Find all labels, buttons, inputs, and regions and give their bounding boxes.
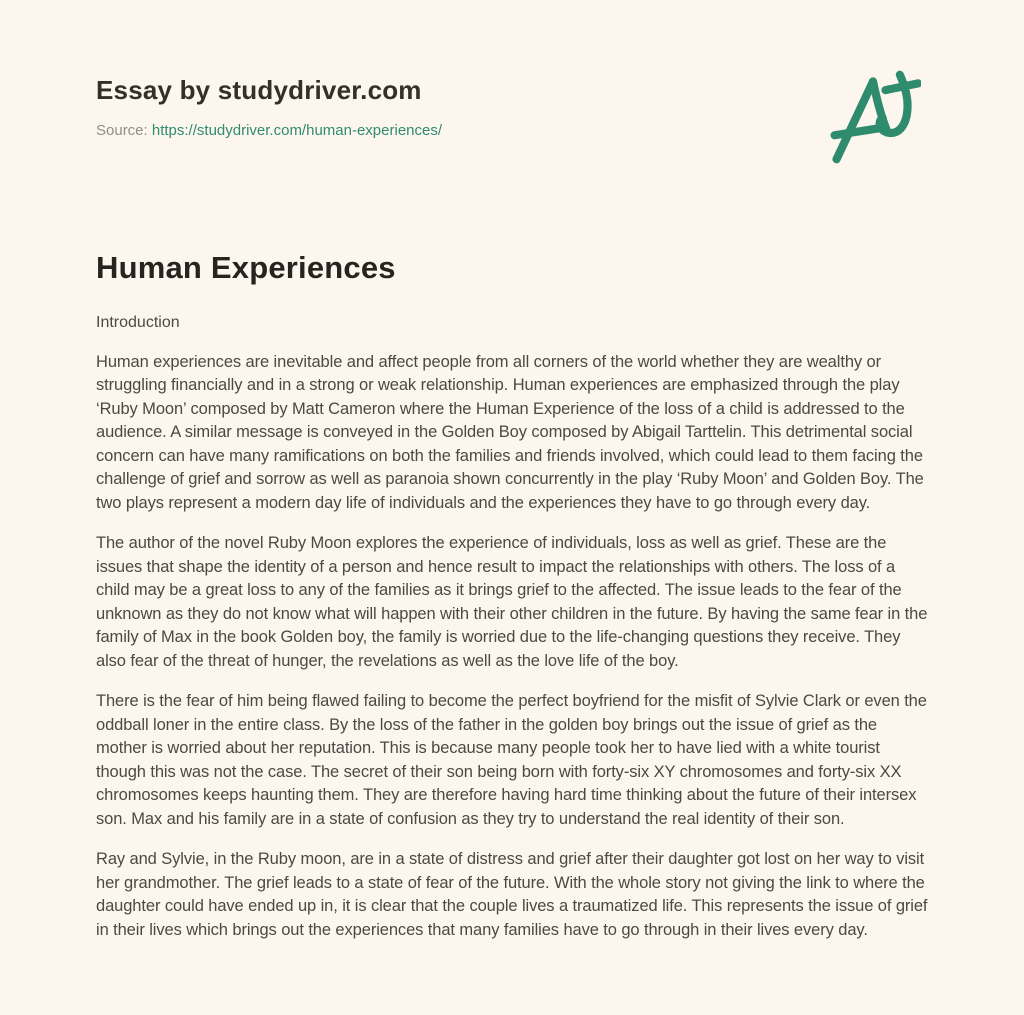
essay-paragraph: Human experiences are inevitable and affect people from all corners of the world whether they are wealthy or struggling financially and in a strong or weak relationship. Human experiences are emphasized through the play ‘Ruby Moon’ composed by Matt Cameron where the Human Experience of the loss of a child is addressed to the audience. A similar message is conveyed in the Golden Boy composed by Abigail Tarttelin. This detrimental social concern can have many ramifications on both the families and friends involved, which could lead to them facing the challenge of grief and sorrow as well as paranoia shown concurrently in the play ‘Ruby Moon’ and Golden Boy. The two plays represent a modern day life of individuals and the experiences they have to go through every day. [96, 352, 924, 512]
section-label-introduction: Introduction [96, 313, 180, 331]
page-title: Human Experiences [96, 249, 396, 285]
essay-body [96, 351, 928, 943]
essay-paragraph: There is the fear of him being flawed failing to become the perfect boyfriend for the misfit of Sylvie Clark or even the oddball loner in the entire class. By the loss of the father in the golden boy brings out the issue of grief as the mother is worried about her reputation. This is because many people took her to have lied with a white tourist though this was not the case. The secret of their son being born with forty-six XY chromosomes and forty-six XX chromosomes keeps haunting them. They are therefore having hard time thinking about the future of their intersex son. Max and his family are in a state of confusion as they try to understand the real identity of their son. [96, 692, 927, 828]
a-plus-logo-icon [825, 68, 921, 166]
page-content [96, 0, 928, 942]
source-link[interactable]: https://studydriver.com/human-experiences/ [151, 122, 443, 139]
essay-paragraph: The author of the novel Ruby Moon explores the experience of individuals, loss as well as grief. These are the issues that shape the identity of a person and hence result to impact the relationships with others. The loss of a child may be a great loss to any of the families as it brings grief to the affected. The issue leads to the fear of the unknown as they do not know what will happen with their other children in the future. By having the same fear in the family of Max in the book Golden boy, the family is worried due to the life-changing questions they receive. They also fear of the threat of hunger, the revelations as well as the love life of the boy. [96, 534, 928, 670]
essay-paragraph: Ray and Sylvie, in the Ruby moon, are in a state of distress and grief after their daughter got lost on her way to visit her grandmother. The grief leads to a state of fear of the future. With the whole story not giving the link to where the daughter could have ended up in, it is clear that the couple lives a traumatized life. This represents the issue of grief in their lives which brings out the experiences that many families have to go through in their lives every day. [96, 850, 928, 939]
source-row [96, 121, 928, 141]
source-label: Source: [96, 122, 148, 139]
essay-heading: Essay by studydriver.com [96, 75, 422, 105]
